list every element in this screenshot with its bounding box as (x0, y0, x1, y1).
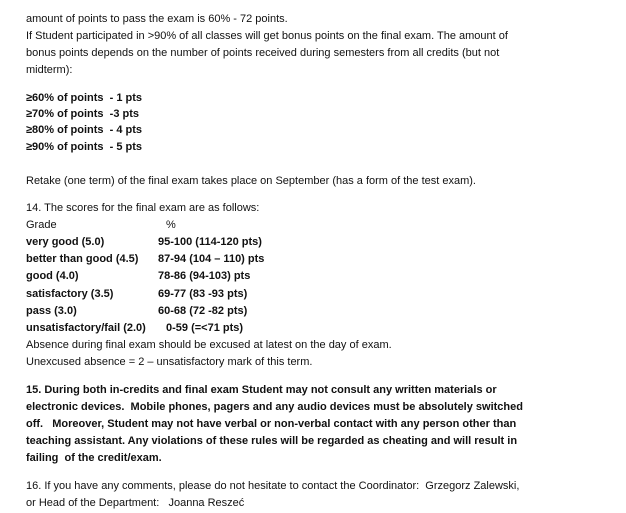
scores-heading: 14. The scores for the final exam are as follows: (26, 202, 260, 214)
rules-line-2: electronic devices. Mobile phones, pagers and any audio devices must be absolutely switched (26, 401, 523, 413)
rules-line-1: 15. During both in-credits and final exam Student may not consult any written materials or (26, 384, 497, 396)
grade-label: good (4.0) (26, 270, 79, 282)
grade-range: 87-94 (104 – 110) pts (158, 253, 265, 265)
grade-label: unsatisfactory/fail (2.0) (26, 322, 146, 334)
rules-line-5: failing of the credit/exam. (26, 452, 162, 464)
grade-range: 95-100 (114-120 pts) (158, 236, 262, 248)
bonus-item: ≥90% of points - 5 pts (26, 141, 143, 153)
intro-line-4: midterm): (26, 64, 73, 76)
absence-note-1: Absence during final exam should be excused at latest on the day of exam. (26, 339, 392, 351)
retake-note: Retake (one term) of the final exam takes place on September (has a form of the test exam). (26, 175, 476, 187)
percent-column-header: % (166, 219, 176, 231)
bonus-item: ≥60% of points - 1 pts (26, 92, 143, 104)
intro-line-2: If Student participated in >90% of all classes will get bonus points on the final exam. The amount of (26, 30, 508, 42)
contact-line-1: 16. If you have any comments, please do not hesitate to contact the Coordinator: Grzegorz Zalewski, (26, 480, 520, 492)
rules-line-4: teaching assistant. Any violations of these rules will be regarded as cheating and will result in (26, 435, 518, 447)
intro-line-3: bonus points depends on the number of points received during semesters from all credits (but not (26, 47, 500, 59)
grade-label: very good (5.0) (26, 236, 105, 248)
grade-label: pass (3.0) (26, 305, 77, 317)
bonus-item: ≥80% of points - 4 pts (26, 124, 143, 136)
contact-line-2: or Head of the Department: Joanna Reszeć (26, 497, 245, 509)
grade-range: 69-77 (83 -93 pts) (158, 288, 248, 300)
bonus-item: ≥70% of points -3 pts (26, 108, 139, 120)
grade-label: better than good (4.5) (26, 253, 139, 265)
grade-range: 78-86 (94-103) pts (158, 270, 251, 282)
grade-range: 60-68 (72 -82 pts) (158, 305, 248, 317)
grade-column-header: Grade (26, 219, 57, 231)
rules-line-3: off. Moreover, Student may not have verbal or non-verbal contact with any person other than (26, 418, 517, 430)
intro-line-1: amount of points to pass the exam is 60% - 72 points. (26, 13, 288, 25)
absence-note-2: Unexcused absence = 2 – unsatisfactory mark of this term. (26, 356, 313, 368)
grade-label: satisfactory (3.5) (26, 288, 114, 300)
grade-range: 0-59 (=<71 pts) (166, 322, 244, 334)
